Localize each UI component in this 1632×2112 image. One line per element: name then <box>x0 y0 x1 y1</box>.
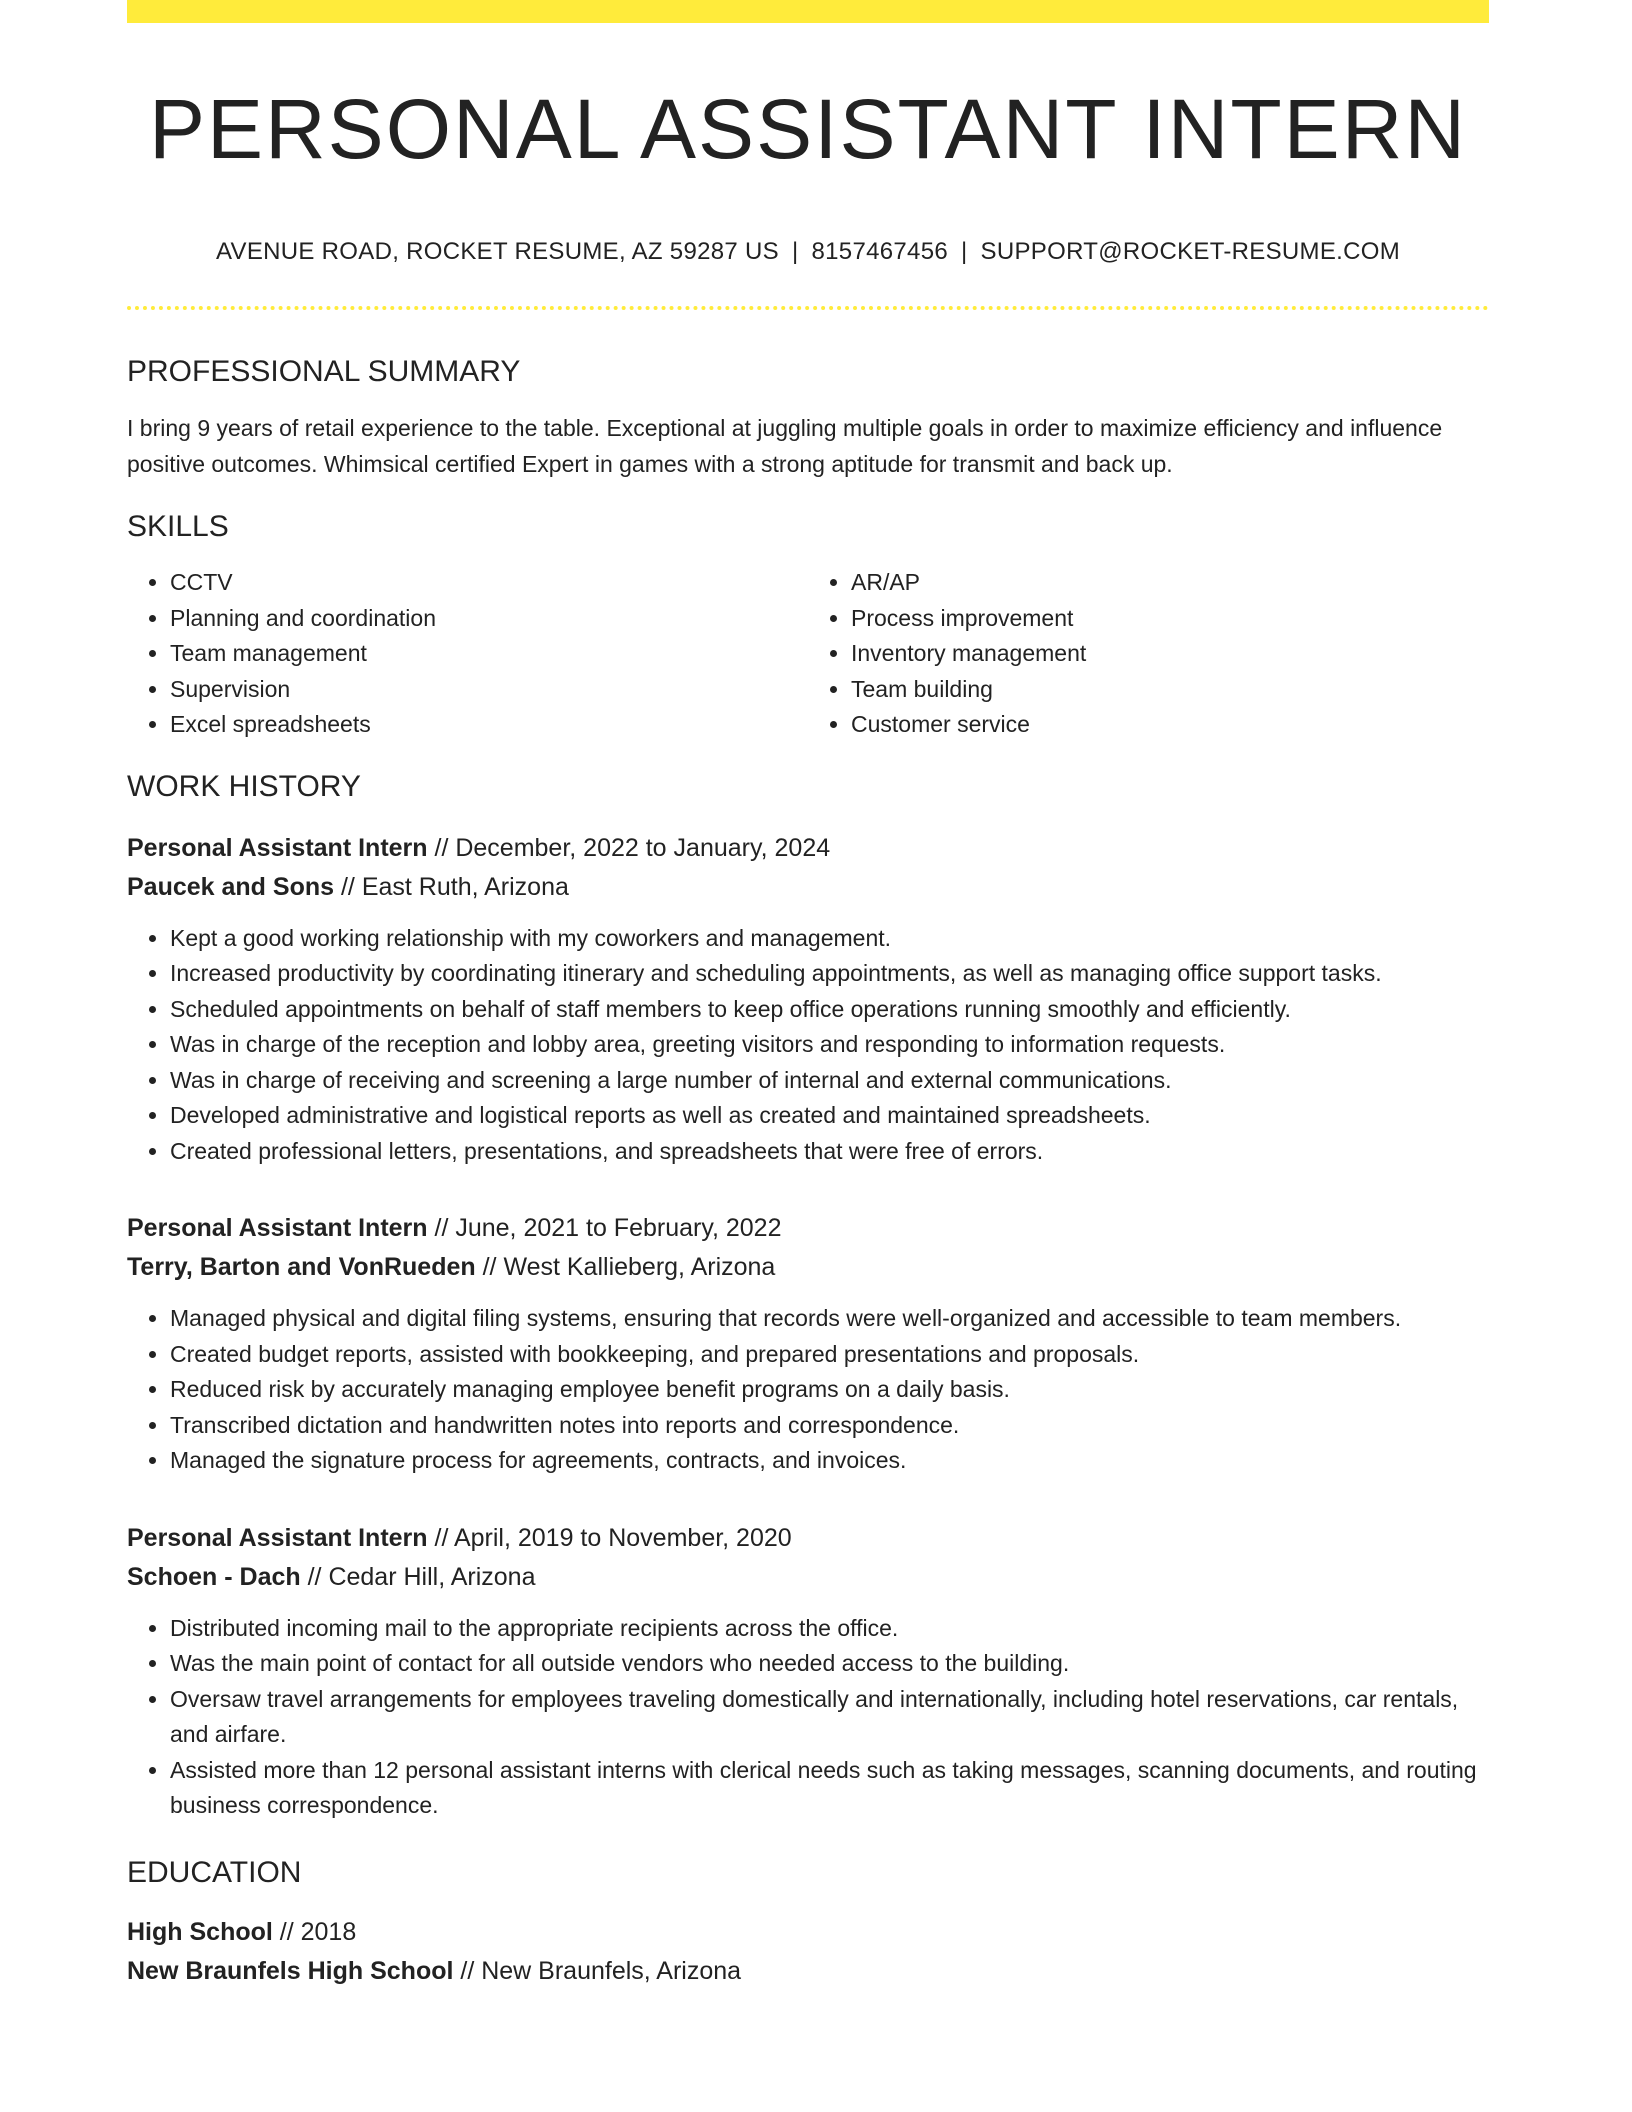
job-bullet: • Reduced risk by accurately managing employee benefit programs on a daily basis. <box>170 1372 1489 1408</box>
job-company: Schoen - Dach <box>127 1562 301 1591</box>
education-year: // 2018 <box>272 1917 357 1946</box>
job-location: // East Ruth, Arizona <box>334 872 569 901</box>
contact-separator: | <box>961 238 968 265</box>
education-school: New Braunfels High School <box>127 1956 454 1985</box>
job-bullet: • Created budget reports, assisted with bookkeeping, and prepared presentations and proposals. <box>170 1337 1489 1373</box>
summary-heading: PROFESSIONAL SUMMARY <box>127 355 521 388</box>
skill-item: • Inventory management <box>851 636 1489 672</box>
job-bullet: • Created professional letters, presentations, and spreadsheets that were free of errors. <box>170 1134 1489 1170</box>
job-bullet: • Developed administrative and logistical reports as well as created and maintained spreadsheets. <box>170 1098 1489 1134</box>
skill-item: • Supervision <box>170 672 808 708</box>
education-heading: EDUCATION <box>127 1855 302 1889</box>
job-title-line <box>127 1209 1489 1248</box>
education-school-line <box>127 1952 1489 1991</box>
job-bullet: • Was the main point of contact for all outside vendors who needed access to the building. <box>170 1646 1489 1682</box>
job-bullet: • Assisted more than 12 personal assistant interns with clerical needs such as taking messages, scanning documents, and routing business correspondence. <box>170 1753 1489 1824</box>
contact-phone: 8157467456 <box>811 238 948 265</box>
job-bullet: • Was in charge of receiving and screening a large number of internal and external communications. <box>170 1063 1489 1099</box>
job-title: Personal Assistant Intern <box>127 1523 428 1552</box>
job-company: Terry, Barton and VonRueden <box>127 1253 476 1281</box>
job-title-line <box>127 1519 1489 1558</box>
resume-content <box>127 23 1489 1991</box>
contact-line <box>127 237 1489 267</box>
skills-left-list <box>127 565 808 743</box>
job-bullets <box>127 1301 1489 1479</box>
job-dates: // April, 2019 to November, 2020 <box>427 1523 792 1552</box>
job-title: Personal Assistant Intern <box>127 833 428 862</box>
job-bullet: • Managed physical and digital filing systems, ensuring that records were well-organized and accessible to team members. <box>170 1301 1489 1337</box>
job-company: Paucek and Sons <box>127 872 335 901</box>
job-bullet: • Increased productivity by coordinating itinerary and scheduling appointments, as well as managing office support tasks. <box>170 956 1489 992</box>
job-company-line <box>127 868 1489 907</box>
job-bullet: • Was in charge of the reception and lobby area, greeting visitors and responding to information requests. <box>170 1027 1489 1063</box>
education-degree: High School <box>127 1917 273 1946</box>
job-bullet: • Managed the signature process for agreements, contracts, and invoices. <box>170 1443 1489 1479</box>
education-location: // New Braunfels, Arizona <box>453 1956 742 1985</box>
education-degree-line <box>127 1913 1489 1952</box>
skills-right-list <box>808 565 1489 743</box>
skill-item: • CCTV <box>170 565 808 601</box>
skill-item: • Customer service <box>851 707 1489 743</box>
skill-item: • Excel spreadsheets <box>170 707 808 743</box>
job-title-line <box>127 829 1489 868</box>
dotted-divider <box>127 306 1489 310</box>
job-bullet: • Kept a good working relationship with my coworkers and management. <box>170 921 1489 957</box>
job-bullets <box>127 1611 1489 1824</box>
education-entry <box>127 1913 1489 1991</box>
job-entry <box>127 1209 1489 1479</box>
job-bullet: • Scheduled appointments on behalf of staff members to keep office operations running smoothly and efficiently. <box>170 992 1489 1028</box>
job-bullets <box>127 921 1489 1170</box>
job-dates: // December, 2022 to January, 2024 <box>427 833 831 862</box>
contact-separator: | <box>791 238 799 265</box>
candidate-name: PERSONAL ASSISTANT INTERN <box>148 82 1468 176</box>
skills-heading: SKILLS <box>127 510 229 543</box>
job-bullet: • Transcribed dictation and handwritten notes into reports and correspondence. <box>170 1408 1489 1444</box>
skills-grid <box>127 565 1489 743</box>
skill-item: • Process improvement <box>851 601 1489 637</box>
job-location: // Cedar Hill, Arizona <box>300 1562 536 1591</box>
summary-text: I bring 9 years of retail experience to the table. Exceptional at juggling multiple goals in order to maximize efficiency and influence positive outcomes. Whimsical certified Expert in games with a strong aptitude for transmit and back up. <box>127 415 1443 477</box>
job-dates: // June, 2021 to February, 2022 <box>427 1214 782 1242</box>
job-title: Personal Assistant Intern <box>127 1214 428 1242</box>
job-entry <box>127 829 1489 1170</box>
job-entry <box>127 1519 1489 1824</box>
skill-item: • AR/AP <box>851 565 1489 601</box>
job-bullet: • Distributed incoming mail to the appropriate recipients across the office. <box>170 1611 1489 1647</box>
job-bullet: • Oversaw travel arrangements for employees traveling domestically and internationally, including hotel reservations, car rentals, and airfare. <box>170 1682 1489 1753</box>
skill-item: • Team management <box>170 636 808 672</box>
job-company-line <box>127 1248 1489 1287</box>
skill-item: • Team building <box>851 672 1489 708</box>
skill-item: • Planning and coordination <box>170 601 808 637</box>
accent-top-bar <box>127 0 1489 23</box>
work-history-heading: WORK HISTORY <box>127 769 361 803</box>
job-company-line <box>127 1558 1489 1597</box>
contact-address: AVENUE ROAD, ROCKET RESUME, AZ 59287 US <box>215 238 779 265</box>
contact-email: SUPPORT@ROCKET-RESUME.COM <box>980 238 1401 265</box>
job-location: // West Kallieberg, Arizona <box>475 1253 776 1281</box>
